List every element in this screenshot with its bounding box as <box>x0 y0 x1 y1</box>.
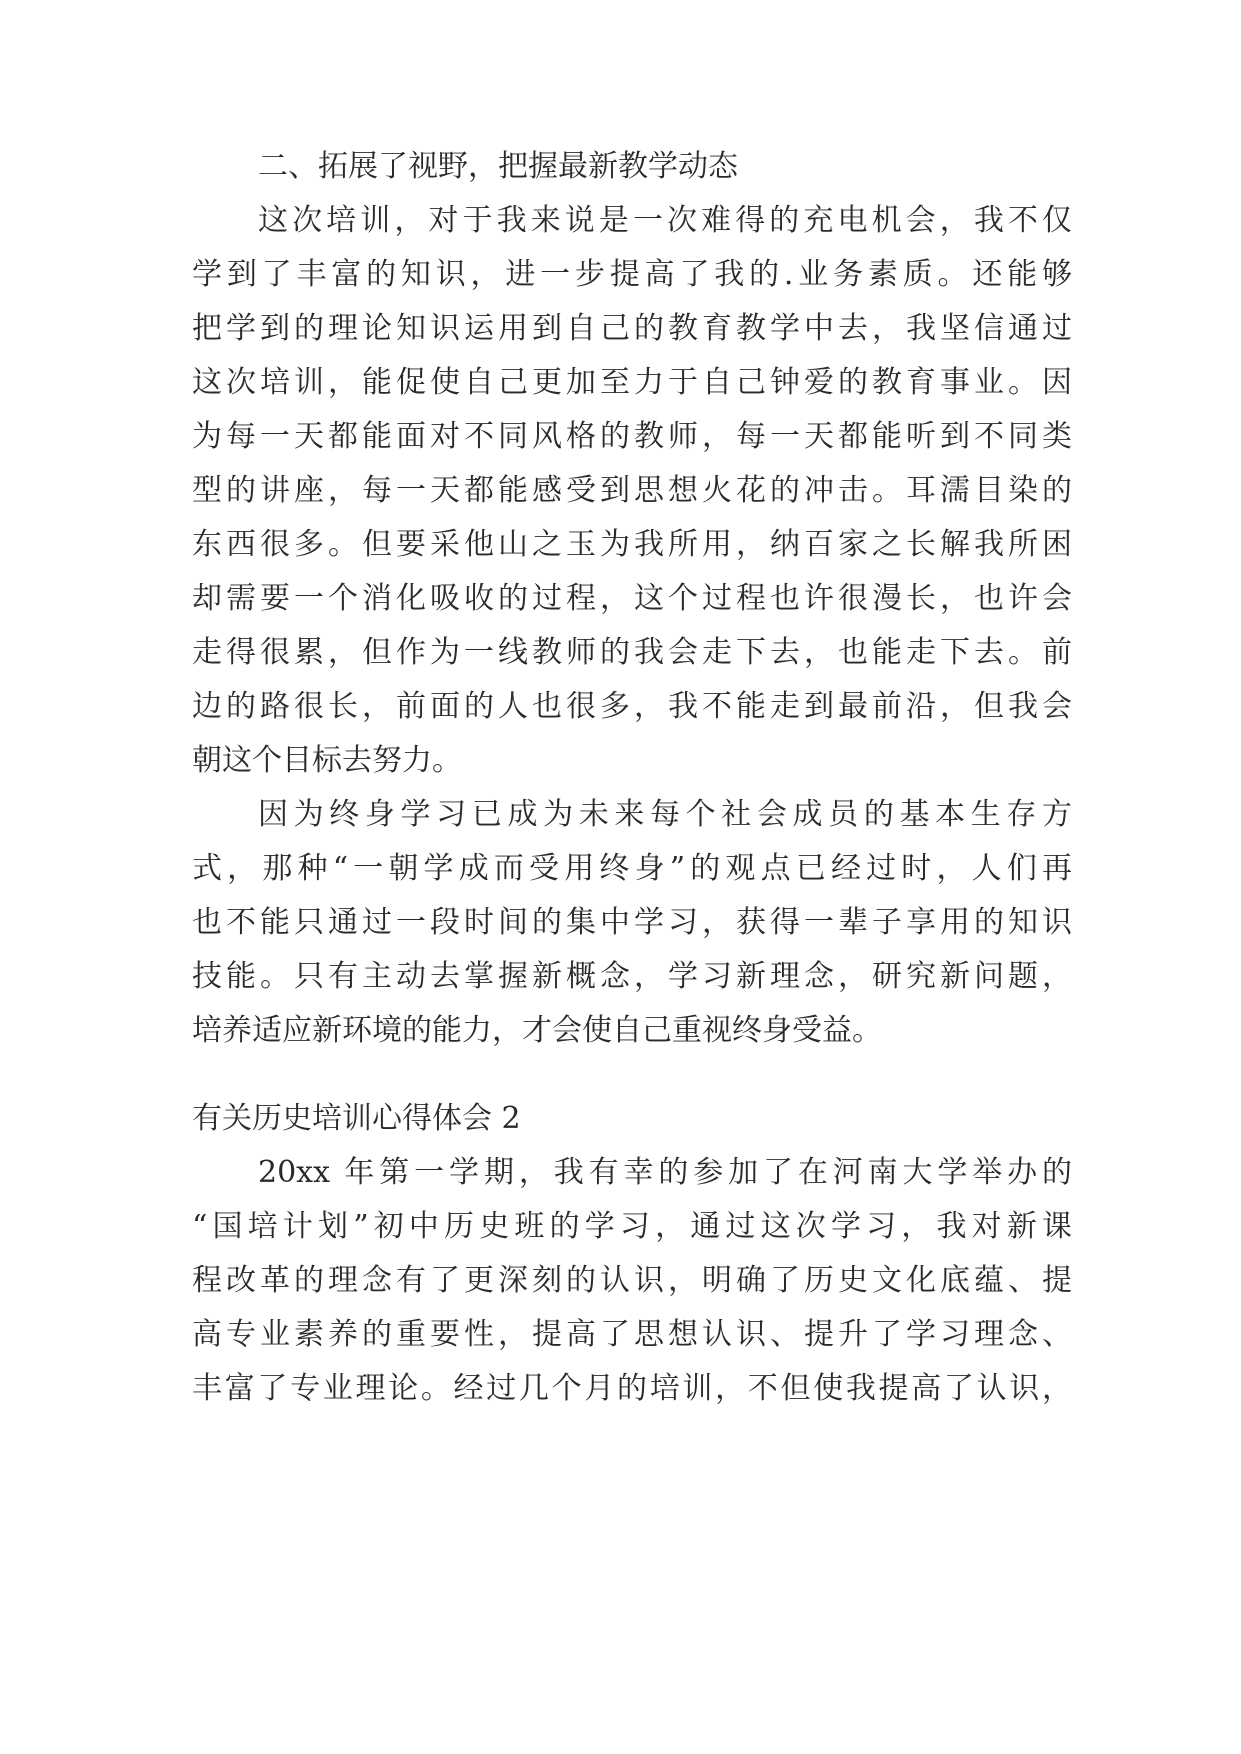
article-title: 有关历史培训心得体会 2 <box>192 1101 521 1136</box>
paragraph-line: 程改革的理念有了更深刻的认识，明确了历史文化底蕴、提 <box>192 1263 1072 1298</box>
paragraph-line: 学到了丰富的知识，进一步提高了我的.业务素质。还能够 <box>192 257 1072 292</box>
paragraph-line: 式，那种“一朝学成而受用终身”的观点已经过时，人们再 <box>192 851 1072 886</box>
paragraph-line: 型的讲座，每一天都能感受到思想火花的冲击。耳濡目染的 <box>192 473 1072 508</box>
paragraph-line: 走得很累，但作为一线教师的我会走下去，也能走下去。前 <box>192 635 1072 670</box>
paragraph-line: “国培计划”初中历史班的学习，通过这次学习，我对新课 <box>192 1209 1072 1244</box>
paragraph-line: 东西很多。但要采他山之玉为我所用，纳百家之长解我所困 <box>192 527 1072 562</box>
paragraph-line: 把学到的理论知识运用到自己的教育教学中去，我坚信通过 <box>192 311 1072 346</box>
paragraph-line: 培养适应新环境的能力，才会使自己重视终身受益。 <box>192 1013 882 1048</box>
paragraph-line: 朝这个目标去努力。 <box>192 743 462 778</box>
paragraph-line: 丰富了专业理论。经过几个月的培训，不但使我提高了认识， <box>192 1371 1072 1406</box>
paragraph-line: 这次培训，能促使自己更加至力于自己钟爱的教育事业。因 <box>192 365 1072 400</box>
paragraph-line: 这次培训，对于我来说是一次难得的充电机会，我不仅 <box>258 203 1072 238</box>
paragraph-line: 为每一天都能面对不同风格的教师，每一天都能听到不同类 <box>192 419 1072 454</box>
paragraph-line: 20xx 年第一学期，我有幸的参加了在河南大学举办的 <box>258 1155 1072 1190</box>
section-heading: 二、拓展了视野，把握最新教学动态 <box>258 149 738 184</box>
paragraph-line: 技能。只有主动去掌握新概念，学习新理念，研究新问题， <box>192 959 1072 994</box>
paragraph-line: 却需要一个消化吸收的过程，这个过程也许很漫长，也许会 <box>192 581 1072 616</box>
paragraph-line: 边的路很长，前面的人也很多，我不能走到最前沿，但我会 <box>192 689 1072 724</box>
paragraph-line: 因为终身学习已成为未来每个社会成员的基本生存方 <box>258 797 1072 832</box>
paragraph-line: 也不能只通过一段时间的集中学习，获得一辈子享用的知识 <box>192 905 1072 940</box>
paragraph-line: 高专业素养的重要性，提高了思想认识、提升了学习理念、 <box>192 1317 1072 1352</box>
